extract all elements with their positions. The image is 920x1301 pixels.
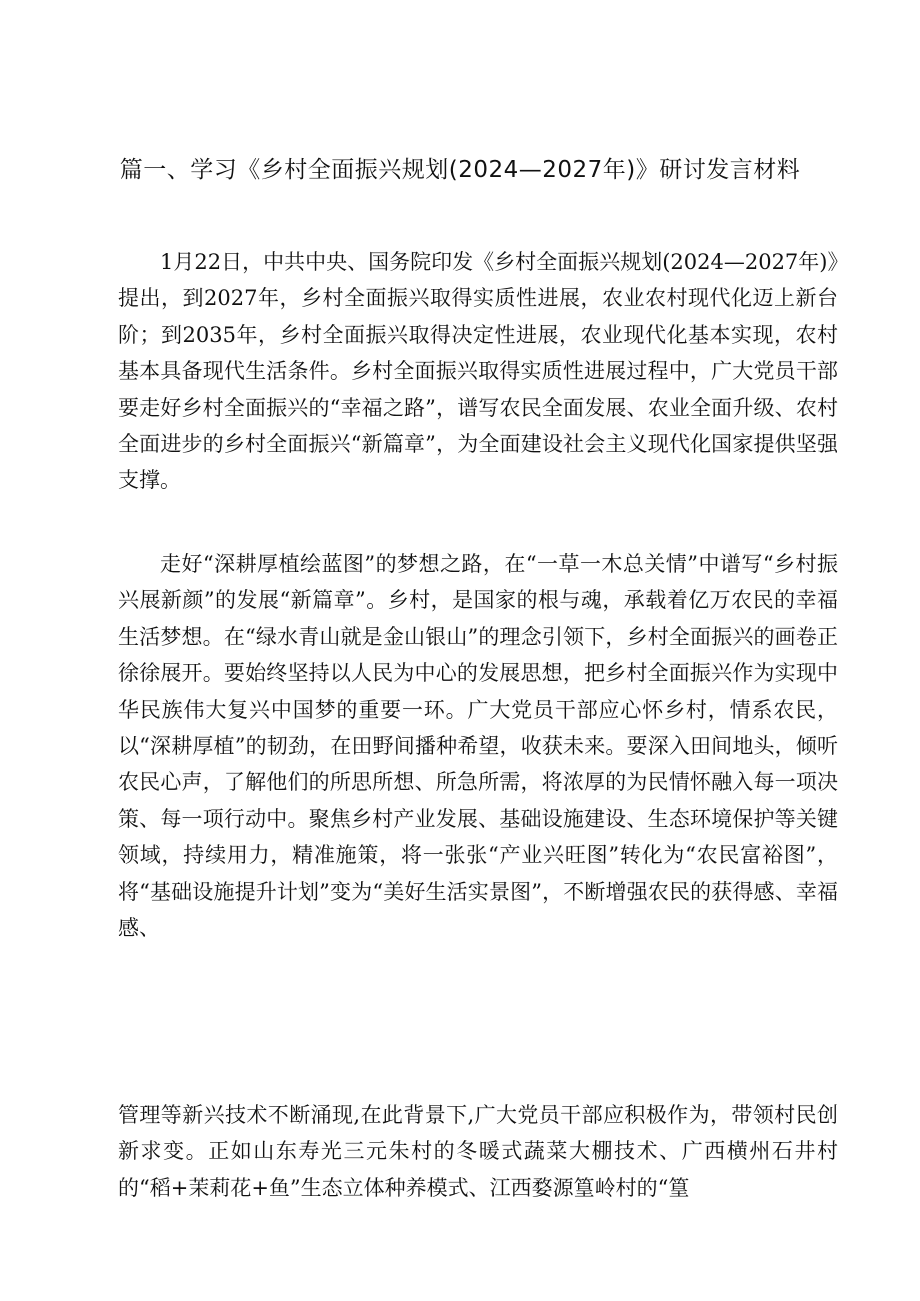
paragraph: 1月22日，中共中央、国务院印发《乡村全面振兴规划(2024—2027年)》提出，到2027年，乡村全面振兴取得实质性进展，农业农村现代化迈上新台阶；到2035年，乡村全面振兴取得决定性进展，农业现代化基本实现，农村基本具备现代生活条件。乡村全面振兴取得实质性进展过程中，广大党员干部要走好乡村全面振兴的“幸福之路”，谱写农民全面发展、农业全面升级、农村全面进步的乡村全面振兴“新篇章”，为全面建设社会主义现代化国家提供坚强支撑。 bbox=[118, 250, 838, 493]
document-title: 篇一、学习《乡村全面振兴规划(2024—2027年)》研讨发言材料 bbox=[119, 157, 801, 183]
paragraph-block-3 bbox=[118, 1097, 838, 1206]
paragraph-block-1 bbox=[118, 244, 838, 499]
paragraph-block-2 bbox=[118, 546, 838, 946]
paragraph: 走好“深耕厚植绘蓝图”的梦想之路，在“一草一木总关情”中谱写“乡村振兴展新颜”的发展“新篇章”。乡村，是国家的根与魂，承载着亿万农民的幸福生活梦想。在“绿水青山就是金山银山”的理念引领下，乡村全面振兴的画卷正徐徐展开。要始终坚持以人民为中心的发展思想，把乡村全面振兴作为实现中华民族伟大复兴中国梦的重要一环。广大党员干部应心怀乡村，情系农民，以“深耕厚植”的韧劲，在田野间播种希望，收获未来。要深入田间地头，倾听农民心声，了解他们的所思所想、所急所需，将浓厚的为民情怀融入每一项决策、每一项行动中。聚焦乡村产业发展、基础设施建设、生态环境保护等关键领域，持续用力，精准施策，将一张张“产业兴旺图”转化为“农民富裕图”，将“基础设施提升计划”变为“美好生活实景图”，不断增强农民的获得感、幸福感、 bbox=[118, 552, 838, 941]
paragraph: 管理等新兴技术不断涌现,在此背景下,广大党员干部应积极作为，带领村民创新求变。正如山东寿光三元朱村的冬暖式蔬菜大棚技术、广西横州石井村的“稻+茉莉花+鱼”生态立体种养模式、江西婺源篁岭村的“篁 bbox=[118, 1103, 838, 1200]
